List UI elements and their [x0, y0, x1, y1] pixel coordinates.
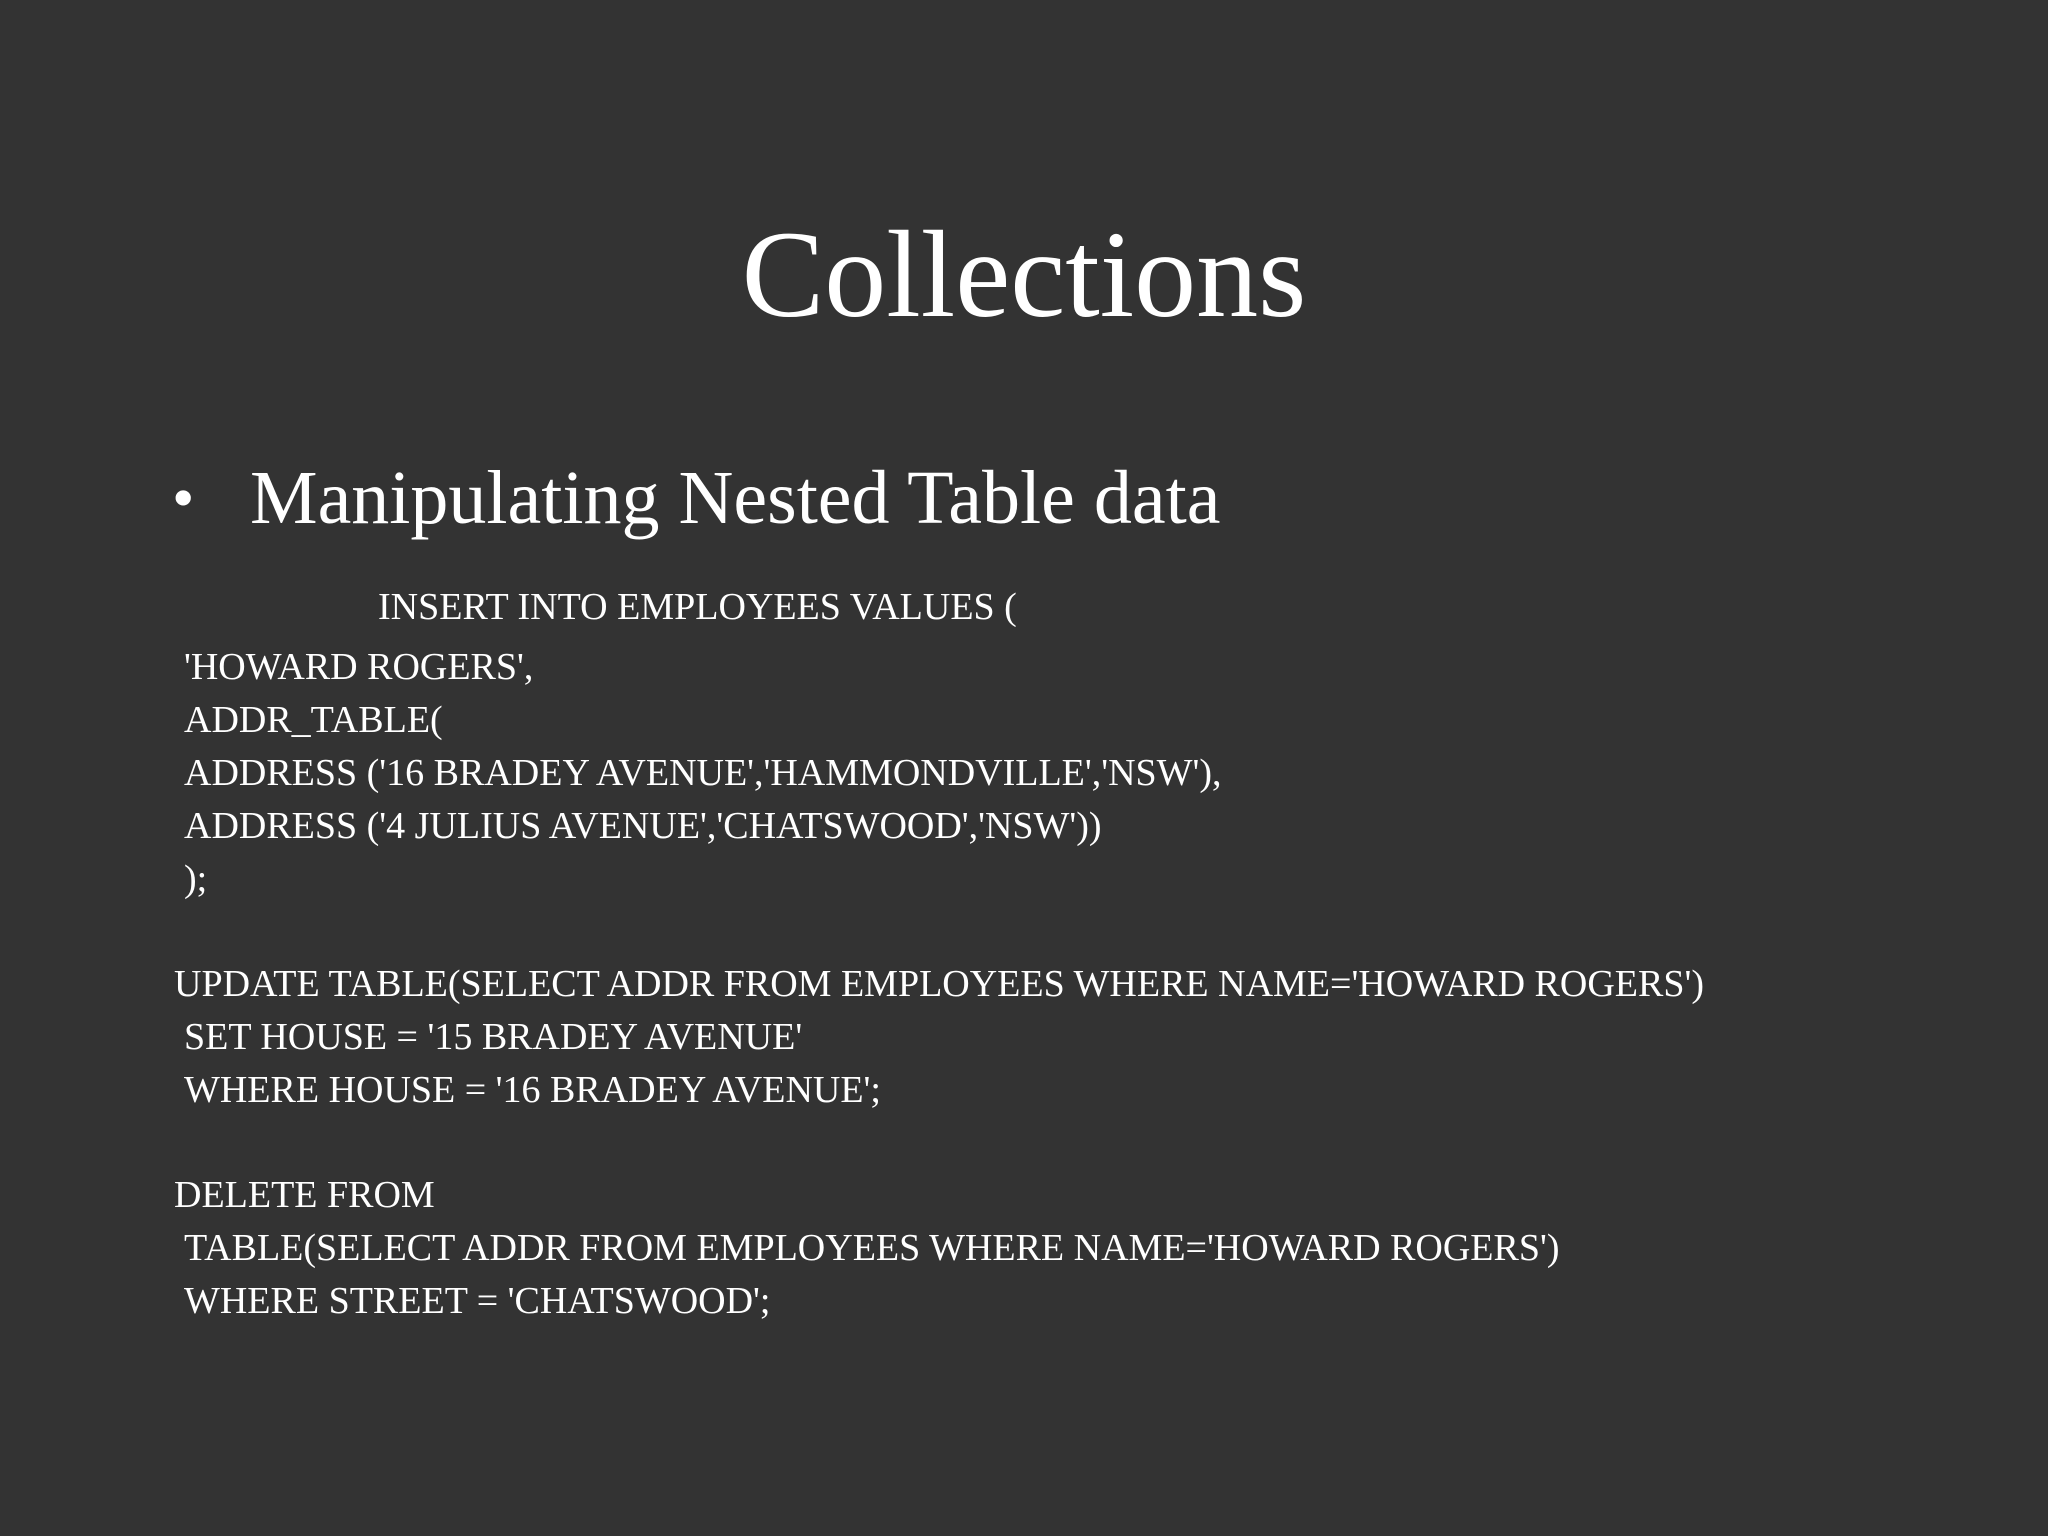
- code-line-insert-4: ADDRESS ('16 BRADEY AVENUE','HAMMONDVILLE','NSW'),: [184, 752, 1222, 794]
- code-line-insert-5: ADDRESS ('4 JULIUS AVENUE','CHATSWOOD','NSW')): [184, 805, 1102, 847]
- bullet-icon: •: [172, 462, 195, 533]
- slide-title: Collections: [741, 206, 1307, 343]
- code-line-delete-1: DELETE FROM: [174, 1174, 435, 1216]
- code-line-insert-1: INSERT INTO EMPLOYEES VALUES (: [378, 586, 1017, 628]
- code-line-delete-2: TABLE(SELECT ADDR FROM EMPLOYEES WHERE NAME='HOWARD ROGERS'): [184, 1227, 1560, 1269]
- code-line-delete-3: WHERE STREET = 'CHATSWOOD';: [184, 1280, 771, 1322]
- bullet-text: Manipulating Nested Table data: [250, 456, 1221, 540]
- code-line-insert-2: 'HOWARD ROGERS',: [184, 646, 534, 688]
- code-line-insert-3: ADDR_TABLE(: [184, 699, 443, 741]
- code-line-update-2: SET HOUSE = '15 BRADEY AVENUE': [184, 1016, 803, 1058]
- code-line-update-3: WHERE HOUSE = '16 BRADEY AVENUE';: [184, 1069, 881, 1111]
- code-line-update-1: UPDATE TABLE(SELECT ADDR FROM EMPLOYEES WHERE NAME='HOWARD ROGERS'): [174, 963, 1704, 1005]
- code-line-insert-6: );: [184, 858, 208, 900]
